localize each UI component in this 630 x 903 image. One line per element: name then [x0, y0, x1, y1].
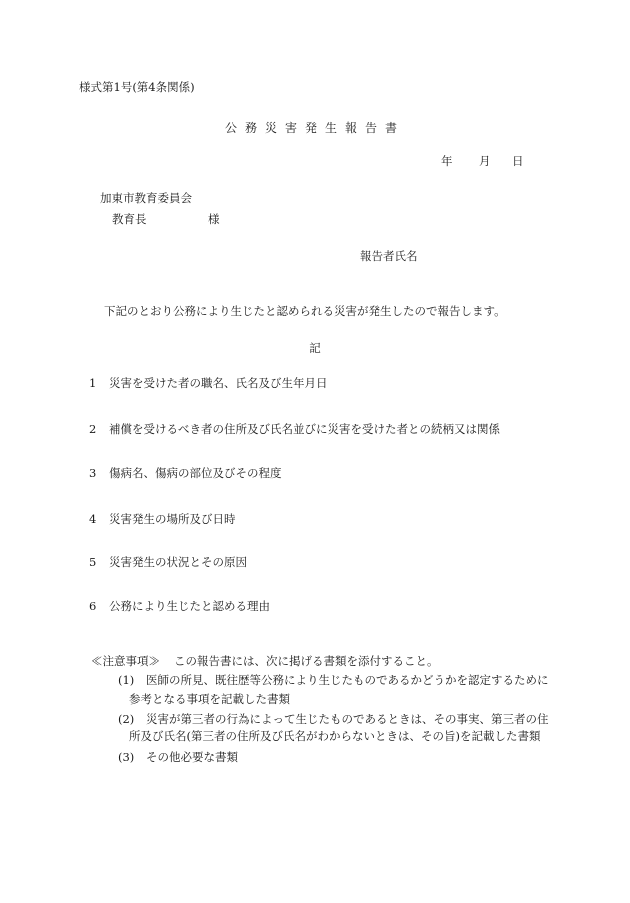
addressee-title: 教育長	[112, 212, 147, 226]
intro-text: 下記のとおり公務により生じたと認められる災害が発生したので報告します。	[104, 304, 506, 318]
note-number: (2)	[118, 712, 135, 726]
reporter-name-label: 報告者氏名	[360, 249, 418, 263]
item-text: 公務により生じたと認める理由	[109, 599, 270, 613]
form-number: 様式第1号(第4条関係)	[79, 80, 195, 94]
item-number: 6	[89, 599, 97, 613]
item-number: 3	[89, 466, 97, 480]
item-text: 災害発生の状況とその原因	[109, 555, 247, 569]
note-text: 医師の所見、既往歴等公務により生じたものであるかどうかを認定するために	[146, 673, 549, 687]
item-text: 災害発生の場所及び日時	[109, 512, 236, 526]
item-number: 1	[89, 376, 97, 390]
ki-label: 記	[309, 341, 321, 355]
notes-title: ≪注意事項≫	[91, 654, 160, 668]
addressee-organization: 加東市教育委員会	[100, 191, 192, 205]
note-text: その他必要な書類	[146, 750, 238, 764]
note-text-continued: 所及び氏名(第三者の住所及び氏名がわからないときは、その旨)を記載した書類	[129, 729, 541, 743]
addressee-honorific: 様	[208, 212, 220, 226]
note-number: (1)	[118, 673, 135, 687]
date-year-label: 年	[441, 154, 453, 168]
item-text: 災害を受けた者の職名、氏名及び生年月日	[109, 376, 328, 390]
notes-lead: この報告書には、次に掲げる書類を添付すること。	[174, 654, 439, 668]
item-number: 4	[89, 512, 97, 526]
date-month-label: 月	[479, 154, 491, 168]
document-title: 公務災害発生報告書	[224, 121, 405, 135]
item-number: 5	[89, 555, 97, 569]
item-text: 補償を受けるべき者の住所及び氏名並びに災害を受けた者との続柄又は関係	[109, 422, 500, 436]
date-day-label: 日	[512, 154, 524, 168]
note-number: (3)	[118, 750, 135, 764]
item-number: 2	[89, 422, 97, 436]
note-text: 災害が第三者の行為によって生じたものであるときは、その事実、第三者の住	[146, 712, 549, 726]
item-text: 傷病名、傷病の部位及びその程度	[109, 466, 282, 480]
note-text-continued: 参考となる事項を記載した書類	[129, 692, 290, 706]
